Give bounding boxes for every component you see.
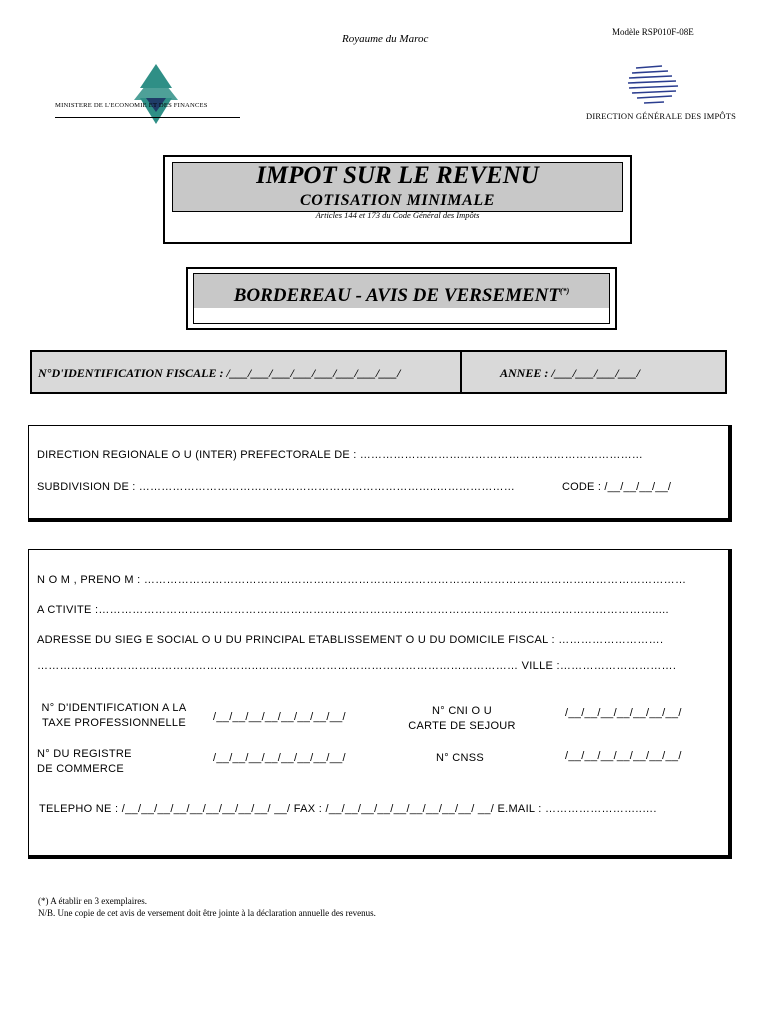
city-field[interactable]: …………………………………………………..…………………………………………………………… VILLE :………………………….	[37, 660, 677, 672]
cnss-field[interactable]: /__/__/__/__/__/__/__/	[565, 750, 682, 762]
fiscal-id-divider	[460, 352, 462, 392]
title-main: IMPOT SUR LE REVENU	[256, 162, 539, 189]
bordereau-footnote-mark: (*)	[559, 286, 570, 296]
contact-fields[interactable]: TELEPHO NE : /__/__/__/__/__/__/__/__/__/ __/ FAX : /__/__/__/__/__/__/__/__/__/ __/ E.MAIL : ……………………..….	[39, 803, 657, 815]
ministry-underline	[55, 117, 240, 118]
fiscal-id-box	[30, 350, 727, 394]
title-subtitle: COTISATION MINIMALE	[299, 192, 495, 209]
cni-field[interactable]: /__/__/__/__/__/__/__/	[565, 707, 682, 719]
trade-register-field[interactable]: /__/__/__/__/__/__/__/__/	[213, 752, 346, 764]
footnotes	[38, 895, 376, 919]
trade-register-label	[37, 747, 132, 777]
title-articles: Articles 144 et 173 du Code Général des Impôts	[315, 210, 480, 220]
cni-label	[402, 704, 522, 734]
bordereau-title	[188, 285, 615, 307]
ministry-name: MINISTERE DE L'ECONOMIE ET DES FINANCES	[55, 102, 208, 109]
year-field[interactable]: ANNEE : /___/___/___/___/	[500, 366, 641, 380]
address-field[interactable]: ADRESSE DU SIEG E SOCIAL O U DU PRINCIPAL ETABLISSEMENT O U DU DOMICILE FISCAL : ……………………….	[37, 634, 664, 646]
bordereau-box	[186, 267, 617, 330]
direction-box	[28, 425, 732, 522]
professional-tax-label	[34, 701, 194, 731]
taxpayer-identity-box	[28, 549, 732, 859]
dgi-name: DIRECTION GÉNÉRALE DES IMPÔTS	[586, 111, 737, 121]
cni-label-line1: N° CNI O U	[432, 705, 492, 717]
cni-label-line2: CARTE DE SEJOUR	[408, 720, 516, 732]
professional-tax-label-line2: TAXE PROFESSIONNELLE	[42, 717, 186, 729]
cnss-label: N° CNSS	[436, 752, 485, 764]
title-box	[163, 155, 632, 244]
model-number: Modèle RSP010F-08E	[612, 27, 694, 37]
footnote-copies: (*) A établir en 3 exemplaires.	[38, 896, 147, 906]
bordereau-label: BORDEREAU - AVIS DE VERSEMENT	[233, 285, 560, 306]
professional-tax-field[interactable]: /__/__/__/__/__/__/__/__/	[213, 711, 346, 723]
code-field[interactable]: CODE : /__/__/__/__/	[562, 481, 672, 493]
dgi-globe-icon	[622, 62, 684, 108]
kingdom-label: Royaume du Maroc	[342, 33, 429, 45]
fiscal-id-field[interactable]: N°D'IDENTIFICATION FISCALE : /___/___/___/___/___/___/___/___/	[38, 366, 401, 380]
trade-register-label-line2: DE COMMERCE	[37, 763, 125, 775]
activity-field[interactable]: A CTIVITE :………………………………………………………………………………………………………………………………….....	[37, 604, 669, 616]
trade-register-label-line1: N° DU REGISTRE	[37, 748, 132, 760]
professional-tax-label-line1: N° D'IDENTIFICATION A LA	[41, 702, 187, 714]
footnote-nb: N/B. Une copie de cet avis de versement doit être jointe à la déclaration annuelle des revenus.	[38, 908, 376, 918]
name-field[interactable]: N O M , PRENO M : ………………………………………………………………………………………………………………………………	[37, 574, 687, 586]
subdivision-field[interactable]: SUBDIVISION DE : ……………………………………………………………………..…………………	[37, 481, 515, 493]
ministry-logo-icon	[128, 62, 184, 130]
regional-direction-field[interactable]: DIRECTION REGIONALE O U (INTER) PREFECTORALE DE : ……………………….…………………………………………	[37, 449, 643, 461]
